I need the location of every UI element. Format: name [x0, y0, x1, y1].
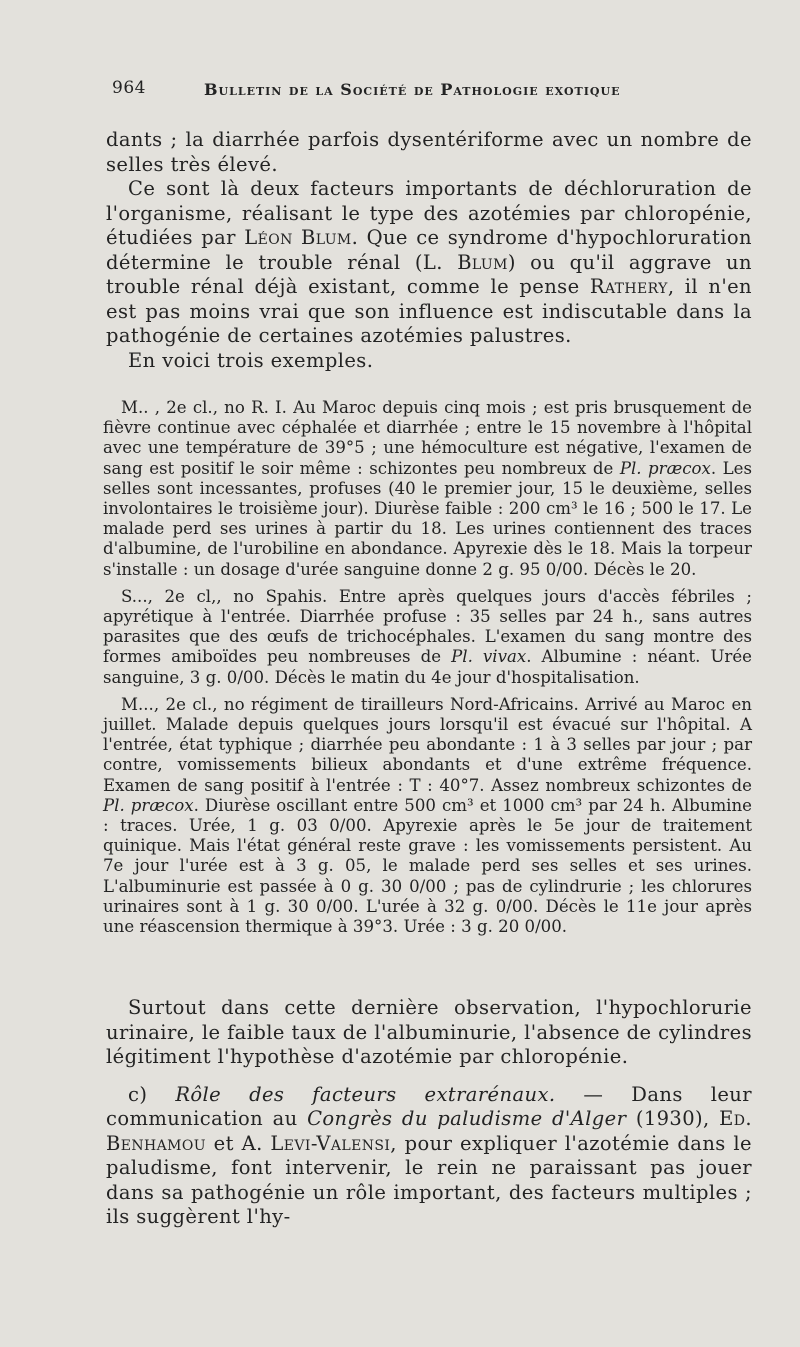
- section-c-text-d: , pour expliquer l'azotémie dans le paludisme, font intervenir, le rein ne paraissant pas jouer dans sa pathogénie un rôle important, des facteurs multiples ; ils suggèrent l'hy-: [106, 1131, 752, 1228]
- case-1-text-b: . Les selles sont incessantes, profuses (40 le premier jour, 15 le deuxième, selles involontaires le troisième jour). Diurèse faible : 200 cm³ le 16 ; 500 le 17. Le malade perd ses urines à partir du 18. Les urines contiennent des traces d'albumine, de l'urobiline en abondance. Apyrexie dès le 18. Mais la torpeur s'installe : un dosage d'urée sanguine donne 2 g. 95 0/00. Décès le 20.: [103, 458, 752, 579]
- section-c-text-a: — Dans leur communication au: [106, 1082, 752, 1130]
- section-c-text-b: (1930),: [626, 1107, 720, 1130]
- author-rathery: Rathery: [589, 275, 668, 298]
- conclusion-paragraph-1: Surtout dans cette dernière observation, l'hypochlorurie urinaire, le faible taux de l'albuminurie, l'absence de cylindres légitiment l'hypothèse d'azotémie par chloropénie.: [106, 996, 752, 1068]
- section-c-title: Rôle des facteurs extrarénaux.: [175, 1082, 556, 1106]
- intro-p2-text-d: , il n'en est pas moins vrai que son influence est indiscutable dans la pathogénie de certaines azotémies palustres.: [106, 275, 752, 347]
- case-report-1: [103, 398, 752, 580]
- case-3-species: Pl. præcox: [103, 795, 194, 815]
- section-c-paragraph: [106, 1083, 752, 1230]
- case-1-text-a: M.. , 2e cl., no R. I. Au Maroc depuis cinq mois ; est pris brusquement de fièvre continue avec céphalée et diarrhée ; entre le 15 novembre à l'hôpital avec une température de 39°5 ; une hémoculture est négative, l'examen de sang est positif le soir même : schizontes peu nombreux de: [103, 398, 752, 478]
- case-report-2: [103, 587, 752, 688]
- intro-paragraph-3: En voici trois exemples.: [128, 348, 374, 372]
- case-1-species: Pl. præcox: [619, 458, 711, 478]
- page-number: 964: [112, 78, 146, 98]
- case-2-text-a: S..., 2e cl,, no Spahis. Entre après quelques jours d'accès fébriles ; apyrétique à l'entrée. Diarrhée profuse : 35 selles par 24 h., sans autres parasites que des œufs de trichocéphales. L'examen du sang montre des formes amiboïdes peu nombreuses de: [103, 586, 752, 667]
- case-2-species: Pl. vivax: [451, 647, 527, 667]
- intro-paragraph-1: dants ; la diarrhée parfois dysentériforme avec un nombre de selles très élevé.: [106, 128, 752, 176]
- case-3-text-b: . Diurèse oscillant entre 500 cm³ et 1000 cm³ par 24 h. Albumine : traces. Urée, 1 g. 03 0/00. Apyrexie après le 5e jour de traitement quinique. Mais l'état général reste grave : les vomissements persistent. Au 7e jour l'urée est à 3 g. 05, le malade perd ses selles et ses urines. L'albuminurie est passée à 0 g. 30 0/00 ; pas de cylindrurie ; les chlorures urinaires sont à 1 g. 30 0/00. L'urée à 32 g. 0/00. Décès le 11e jour après une réascension thermique à 39°3. Urée : 3 g. 20 0/00.: [103, 795, 752, 937]
- author-blum: Blum: [457, 250, 508, 274]
- author-leon-blum: Léon Blum: [244, 226, 352, 249]
- intro-p2-text-a: Ce sont là deux facteurs importants de déchloruration de l'organisme, réalisant le type des azotémies par chloropénie, étudiées par: [106, 177, 752, 249]
- congress-title: Congrès du paludisme d'Alger: [307, 1107, 627, 1130]
- case-reports: [103, 398, 752, 944]
- conclusion-section: [106, 996, 752, 1230]
- case-2-text-b: . Albumine : néant. Urée sanguine, 3 g. 0/00. Décès le matin du 4e jour d'hospitalisation.: [103, 647, 752, 687]
- case-3-text-a: M..., 2e cl., no régiment de tirailleurs Nord-Africains. Arrivé au Maroc en juillet. Malade depuis quelques jours lorsqu'il est évacué sur l'hôpital. A l'entrée, état typhique ; diarrhée peu abondante : 1 à 3 selles par jour ; par contre, vomissements bilieux abondants et d'une extrême fréquence. Examen de sang positif à l'entrée : T : 40°7. Assez nombreux schizontes de: [103, 694, 752, 795]
- section-c-text-c: et: [205, 1131, 242, 1155]
- intro-p2-text-b: . Que ce syndrome d'hypochloruration détermine le trouble rénal (L.: [106, 226, 752, 274]
- section-c-label: c): [128, 1082, 176, 1106]
- journal-title: Bulletin de la Société de Pathologie exotique: [204, 80, 621, 99]
- author-benhamou: Ed. Benhamou: [106, 1107, 753, 1155]
- intro-paragraph-2: [106, 177, 752, 349]
- case-report-3: [103, 695, 752, 937]
- intro-section: [106, 128, 752, 373]
- intro-p2-text-c: ) ou qu'il aggrave un trouble rénal déjà existant, comme le pense: [106, 250, 752, 298]
- author-levi-valensi: A. Levi-Valensi: [241, 1131, 391, 1155]
